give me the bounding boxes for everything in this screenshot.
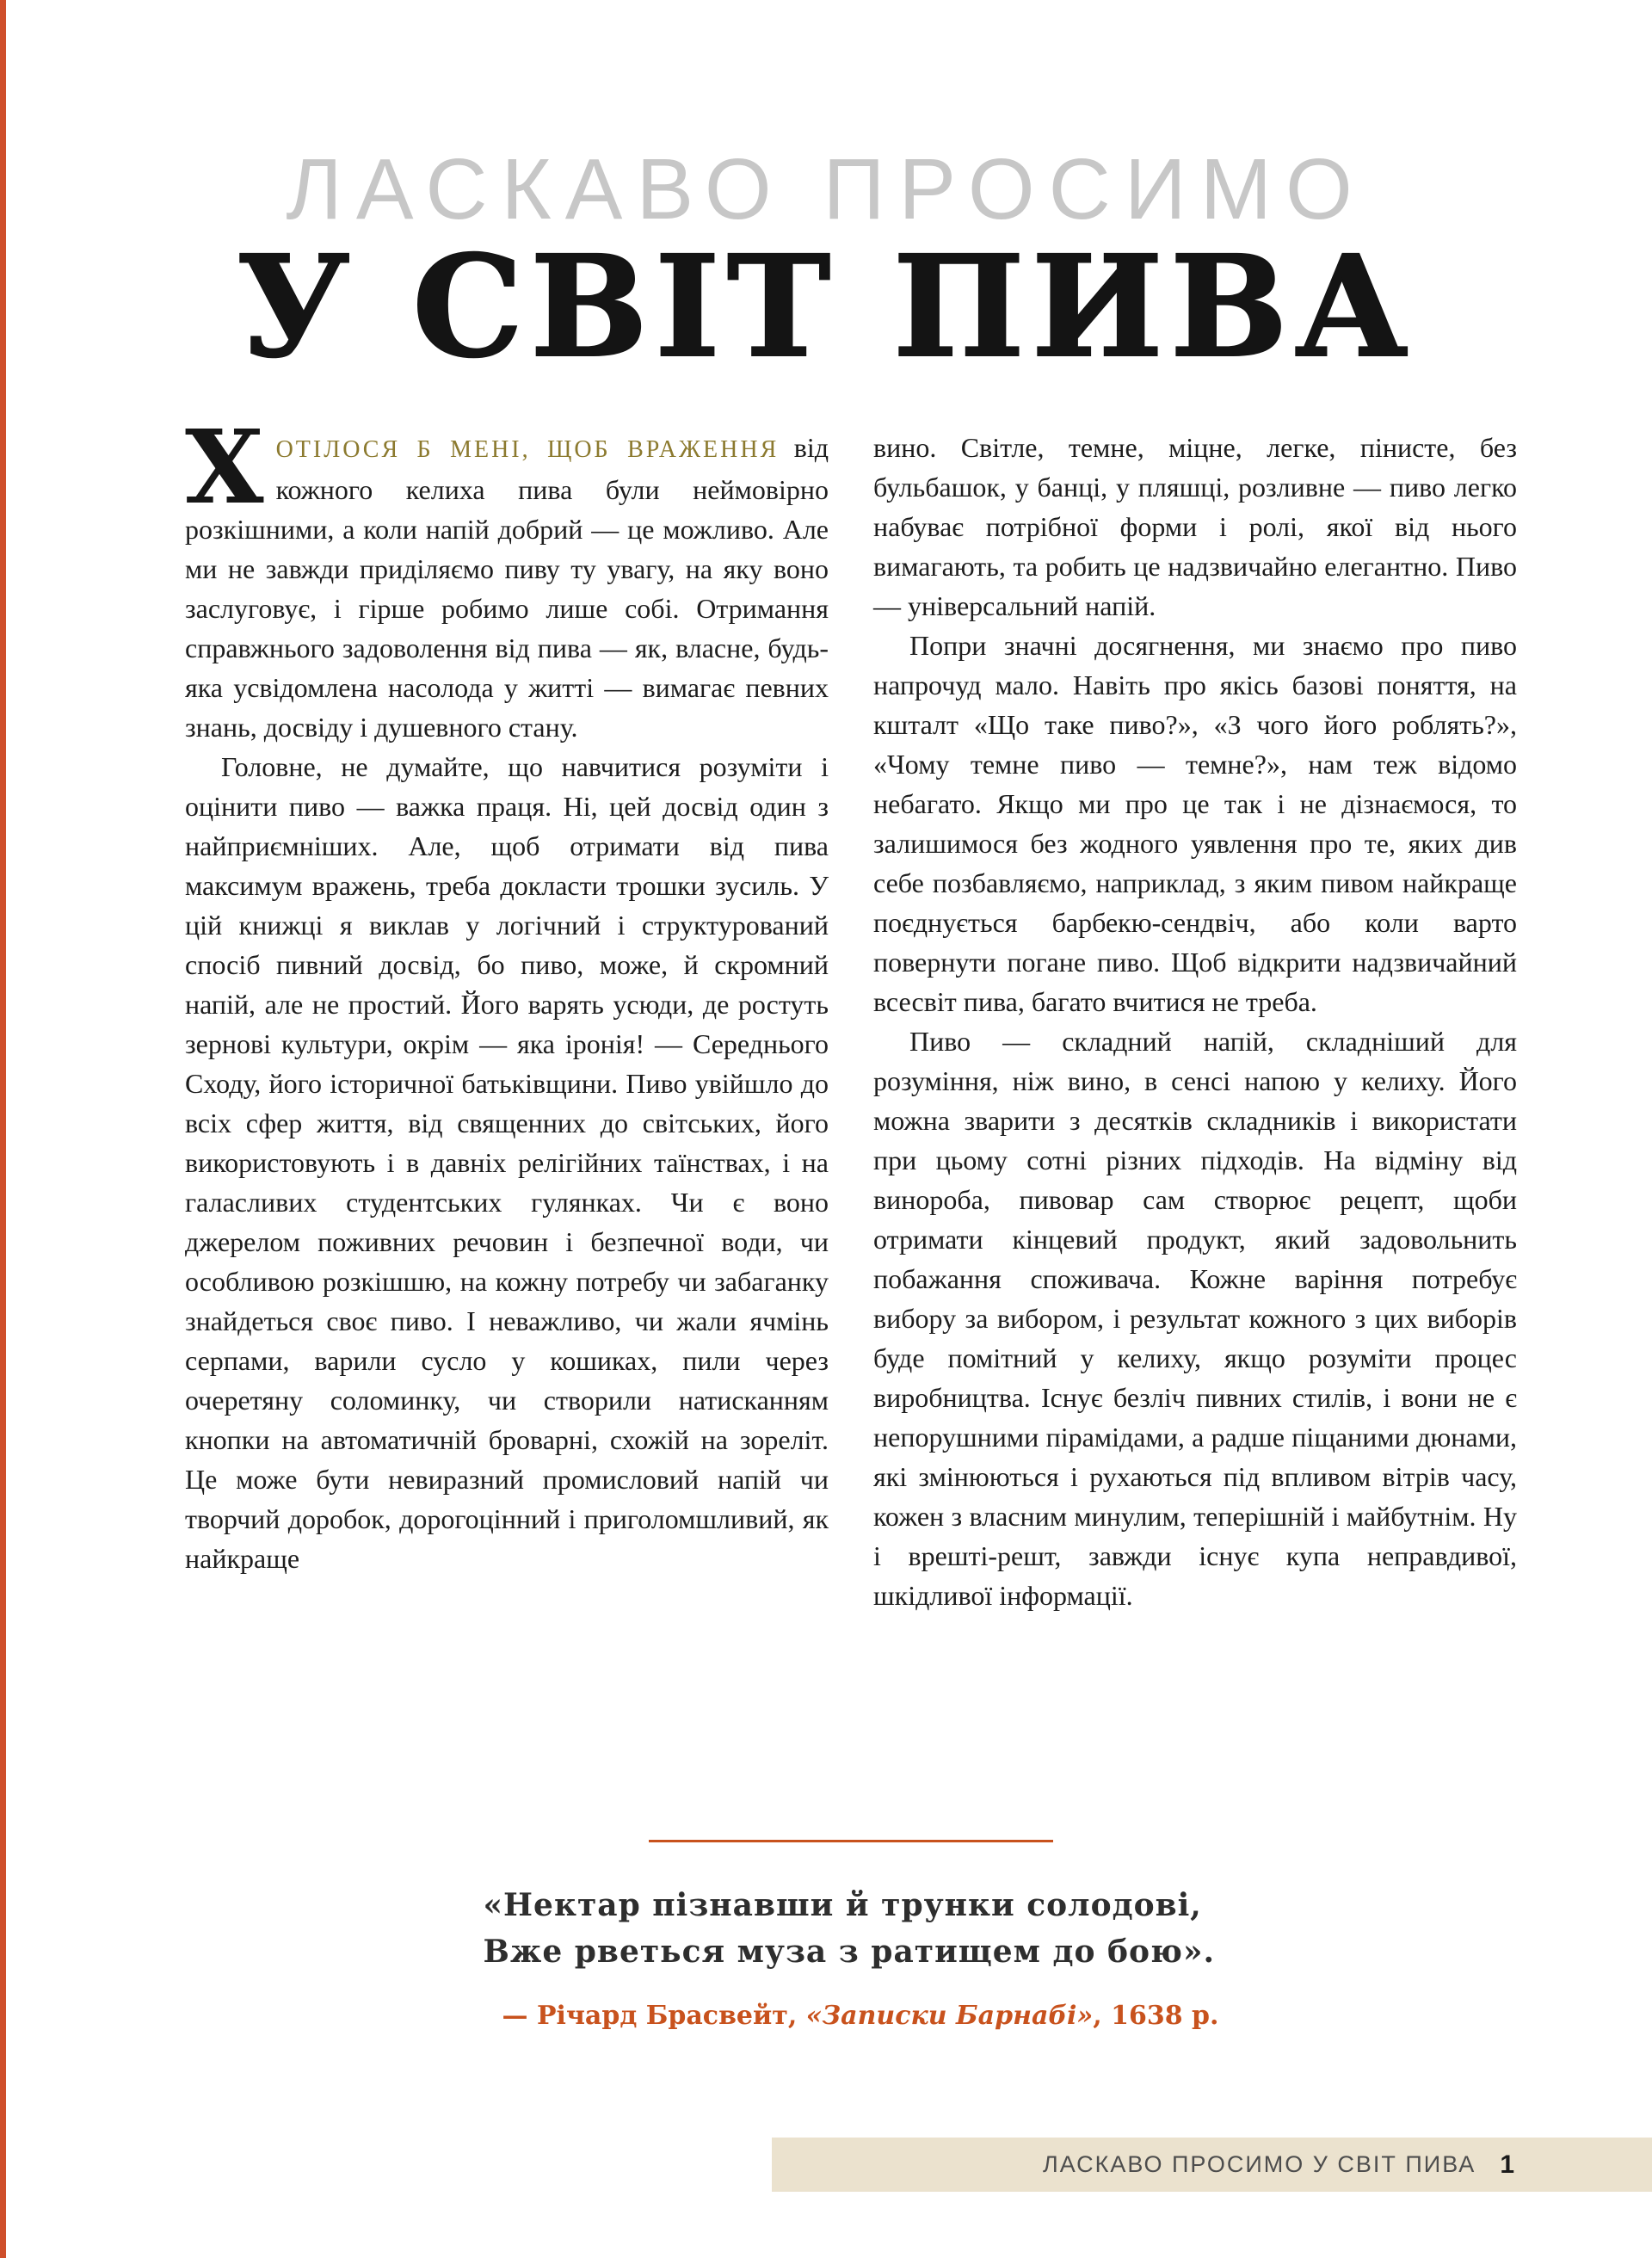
dropcap-letter: Х	[185, 407, 264, 527]
footer-running-title: ЛАСКАВО ПРОСИМО У СВІТ ПИВА	[1043, 2151, 1476, 2177]
attribution-author: — Річард Брасвейт,	[502, 2001, 806, 2031]
footer-band	[772, 2138, 1652, 2192]
epigraph-rule	[649, 1840, 1053, 1842]
epigraph-section	[185, 1840, 1517, 2031]
left-column	[185, 407, 829, 1615]
paragraph-1	[185, 407, 829, 747]
leadin-smallcaps: ОТІЛОСЯ Б МЕНІ, ЩОБ ВРАЖЕННЯ	[275, 436, 780, 463]
chapter-title: У СВІТ ПИВА	[237, 225, 1415, 389]
paragraph-2: Головне, не думайте, що навчитися розуміти і оцінити пиво — важка праця. Ні, цей досвід один з найприємніших. Але, щоб отримати від пива максимум вражень, треба докласти трошки зусиль. У цій книжці я виклав у логічний і структурований спосіб пивний досвід, бо пиво, може, й скромний напій, але не простий. Його варять усюди, де ростуть зернові культури, окрім — яка іронія! — Середнього Сходу, його історичної батьківщини. Пиво увійшло до всіх сфер життя, від священних до світських, його використовують і в давніх релігійних таїнствах, і на галасливих студентських гулянках. Чи є воно джерелом поживних речовин і безпечної води, чи особливою розкішшю, на кожну потребу чи забаганку знайдеться своє пиво. І неважливо, чи жали ячмінь серпами, варили сусло у кошиках, пили через очеретяну соломинку, чи створили натисканням кнопки на автоматичній броварні, схожій на зореліт. Це може бути невиразний промисловий напій чи творчий доробок, дорогоцінний і приголомшливий, як найкраще	[185, 751, 829, 1574]
body-text-columns	[185, 407, 1517, 1615]
chapter-overtitle: ЛАСКАВО ПРОСИМО	[286, 141, 1366, 238]
epigraph-block	[484, 1882, 1219, 2031]
epigraph-attribution	[484, 2001, 1219, 2031]
epigraph-line-2: Вже рветься муза з ратищем до бою».	[483, 1934, 1215, 1970]
attribution-year: , 1638 р.	[1093, 2001, 1219, 2031]
paragraph-5: Пиво — складний напій, складніший для розуміння, ніж вино, в сенсі напою у келиху. Його можна зварити з десятків складників і використати при цьому сотні різних підходів. На відміну від винороба, пивовар сам створює рецепт, щоби отримати кінцевий продукт, який задовольнить побажання споживача. Кожне варіння потребує вибору за вибором, і результат кожного з цих виборів буде помітний у келиху, якщо розуміти процес виробництва. Існує безліч пивних стилів, і вони не є непорушними пірамідами, а радше піщаними дюнами, які змінюються і рухаються під впливом вітрів часу, кожен з власним минулим, теперішній і майбутнім. Ну і врешті-решт, завжди існує купа неправдивої, шкідливої інформації.	[873, 1026, 1517, 1611]
chapter-color-strip	[0, 0, 6, 2258]
chapter-header	[138, 141, 1514, 389]
paragraph-3: вино. Світле, темне, міцне, легке, пінисте, без бульбашок, у банці, у пляшці, розливне — пиво легко набуває потрібної форми і ролі, якої від нього вимагають, та робить це надзвичайно елегантно. Пиво — універсальний напій.	[873, 432, 1517, 621]
paragraph-1-text: від кожного келиха пива були неймовірно розкішними, а коли напій добрий — це можливо. Але ми не завжди приділяємо пиву ту увагу, на яку воно заслуговує, і гірше робимо лише собі. Отримання справжнього задоволення від пива — як, власне, будь-яка усвідомлена насолода у житті — вимагає певних знань, досвіду і душевного стану.	[185, 432, 829, 743]
attribution-work-title: «Записки Барнабі»	[805, 2001, 1094, 2031]
paragraph-4: Попри значні досягнення, ми знаємо про пиво напрочуд мало. Навіть про якісь базові поняття, на кшталт «Що таке пиво?», «З чого його роблять?», «Чому темне пиво — темне?», нам теж відомо небагато. Якщо ми про це так і не дізнаємося, то залишимося без жодного уявлення про те, яких див себе позбавляємо, наприклад, з яким пивом найкраще поєднується барбекю-сендвіч, або коли варто повернути погане пиво. Щоб відкрити надзвичайний всесвіт пива, багато вчитися не треба.	[873, 630, 1517, 1017]
footer-page-number: 1	[1500, 2150, 1514, 2179]
epigraph-line-1: «Нектар пізнавши й трунки солодові,	[483, 1887, 1202, 1923]
right-column	[873, 428, 1517, 1615]
